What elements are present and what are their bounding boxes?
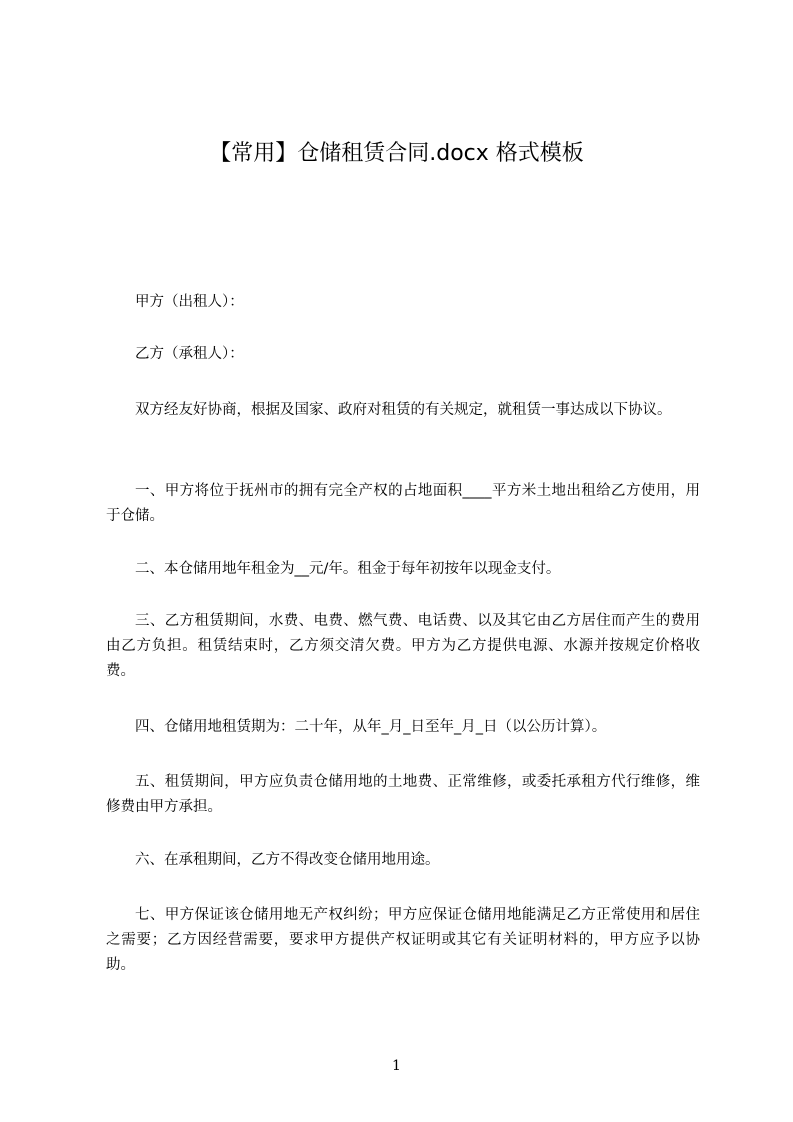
clause-2-paragraph: 二、本仓储用地年租金为__元/年。租金于每年初按年以现金支付。 (135, 561, 561, 577)
clause-4-paragraph: 四、仓储用地租赁期为：二十年，从年_月_日至年_月_日（以公历计算）。 (135, 719, 607, 735)
clause-6-paragraph: 六、在承租期间，乙方不得改变仓储用地用途。 (135, 852, 440, 868)
preamble-paragraph: 双方经友好协商，根据及国家、政府对租赁的有关规定，就租赁一事达成以下协议。 (135, 402, 672, 418)
clause-7-paragraph: 七、甲方保证该仓储用地无产权纠纷；甲方应保证仓储用地能满足乙方正常使用和居住之需要；乙方因经营需要，要求甲方提供产权证明或其它有关证明材料的，甲方应予以协助。 (106, 907, 700, 973)
clause-1-paragraph: 一、甲方将位于抚州市的拥有完全产权的占地面积____平方米土地出租给乙方使用，用于仓储。 (106, 483, 700, 524)
document-title: 【常用】仓储租赁合同.docx 格式模板 (209, 141, 584, 166)
party-a-line: 甲方（出租人）： (135, 294, 244, 310)
page-number: 1 (392, 1058, 401, 1074)
clause-3-paragraph: 三、乙方租赁期间，水费、电费、燃气费、电话费、以及其它由乙方居住而产生的费用由乙方负担。租赁结束时，乙方须交清欠费。甲方为乙方提供电源、水源并按规定价格收费。 (106, 613, 700, 679)
party-b-line: 乙方（承租人）： (135, 346, 244, 362)
clause-5-paragraph: 五、租赁期间，甲方应负责仓储用地的土地费、正常维修，或委托承租方代行维修，维修费由甲方承担。 (106, 774, 700, 815)
